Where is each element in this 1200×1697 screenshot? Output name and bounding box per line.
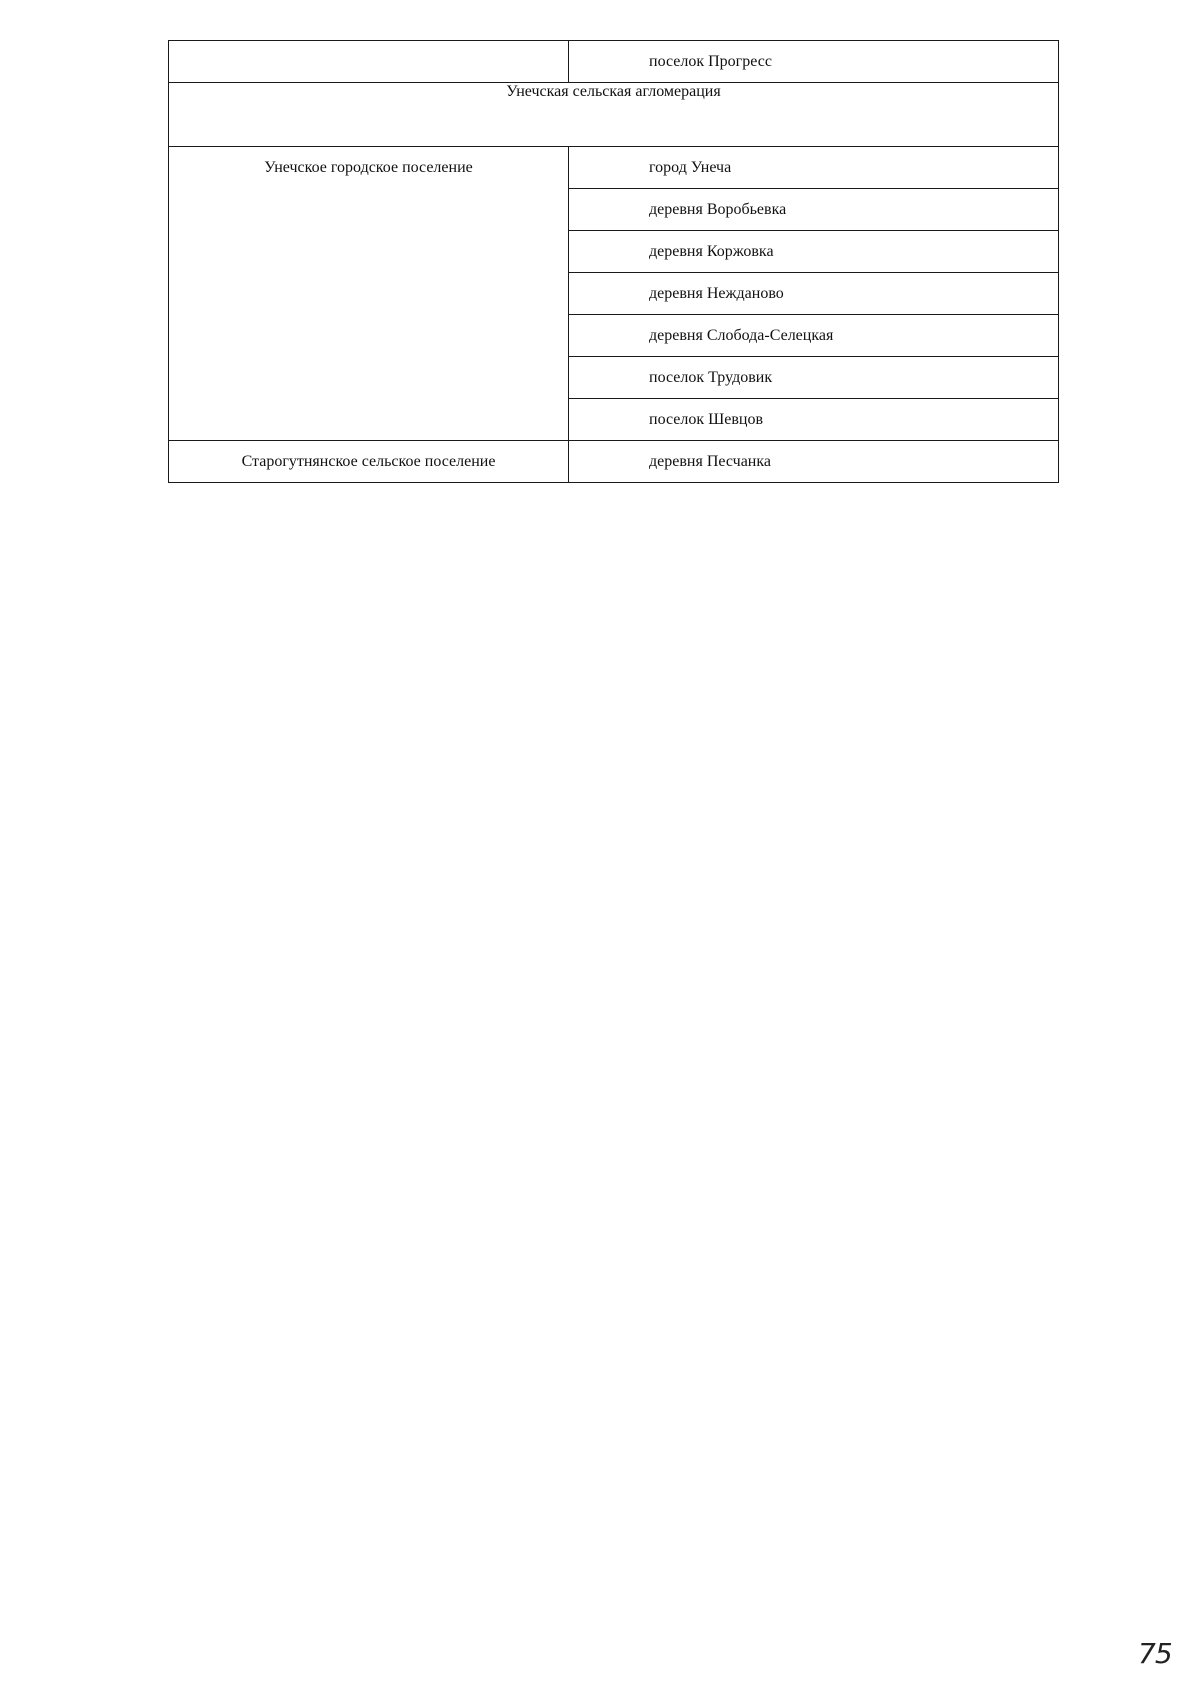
section-title: Унечская сельская агломерация <box>169 83 1059 147</box>
section-row <box>169 83 1059 147</box>
page-number: 75 <box>1138 1637 1172 1670</box>
table-row <box>169 147 1059 189</box>
table-row <box>169 41 1059 83</box>
settlement-cell: деревня Песчанка <box>569 441 1059 483</box>
table-row <box>169 441 1059 483</box>
municipality-cell: Старогутнянское сельское поселение <box>169 441 569 483</box>
settlement-cell: город Унеча <box>569 147 1059 189</box>
settlement-cell: поселок Прогресс <box>569 41 1059 83</box>
settlement-cell: поселок Шевцов <box>569 399 1059 441</box>
municipality-cell: Унечское городское поселение <box>169 147 569 441</box>
municipality-cell <box>169 41 569 83</box>
settlement-cell: деревня Нежданово <box>569 273 1059 315</box>
settlement-cell: деревня Коржовка <box>569 231 1059 273</box>
settlement-cell: деревня Слобода-Селецкая <box>569 315 1059 357</box>
settlements-table <box>168 40 1059 483</box>
settlement-cell: поселок Трудовик <box>569 357 1059 399</box>
settlement-cell: деревня Воробьевка <box>569 189 1059 231</box>
